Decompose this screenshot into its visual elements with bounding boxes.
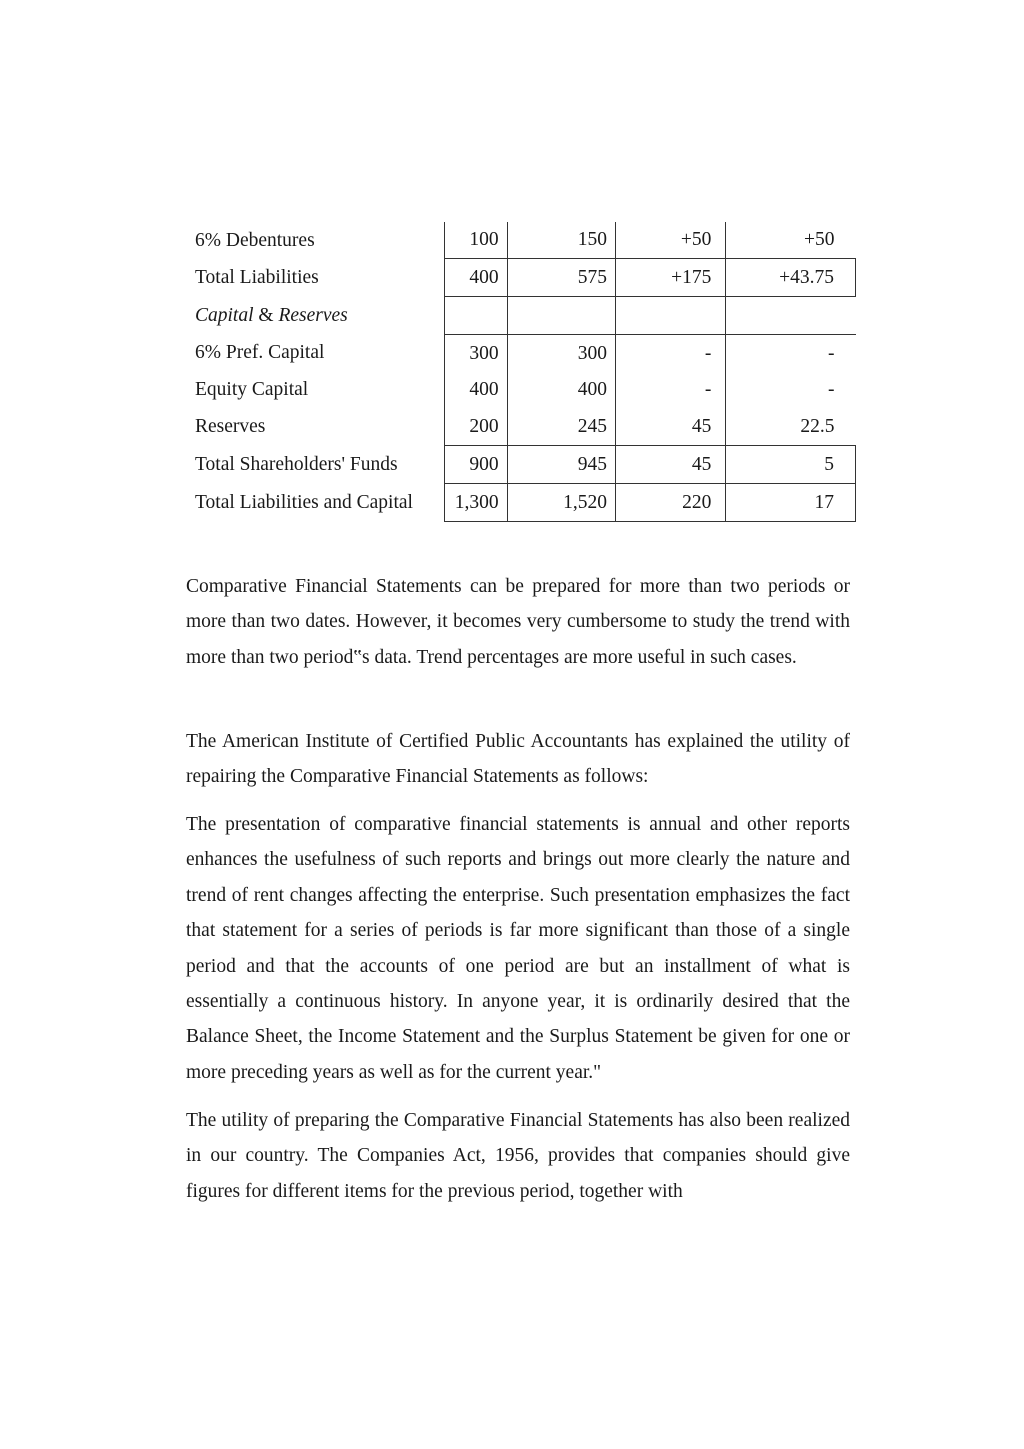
value-cell: 300 [507,334,615,371]
value-cell [507,297,615,335]
value-cell: 900 [445,446,507,484]
table-row [186,372,856,409]
comparative-balance-sheet-table [186,222,856,522]
row-label: Total Liabilities [195,266,319,288]
value-cell: 200 [445,408,507,445]
change-cell: +175 [615,259,725,297]
table-row [186,334,856,371]
value-cell: 1,300 [445,484,507,522]
value-cell: 1,520 [507,484,615,522]
value-cell [445,297,507,335]
change-cell: 220 [615,484,725,522]
percent-change-cell: +50 [726,222,856,259]
change-cell: 45 [615,408,725,445]
table-row [186,222,856,259]
paragraph-aicpa-intro: The American Institute of Certified Public Accountants has explained the utility of repairing the Comparative Financial Statements as follows: [186,731,850,788]
change-cell: - [615,334,725,371]
row-label: Equity Capital [195,379,309,401]
value-cell: 400 [445,372,507,409]
value-cell: 150 [507,222,615,259]
paragraph-aicpa-quote: The presentation of comparative financial statements is annual and other reports enhances the usefulness of such reports and brings out more clearly the nature and trend of rent changes affecting the enterprise. Such presentation emphasizes the fact that statement for a series of periods is far more significant than those of a single period and that the accounts of one period are but an installment of what is essentially a continuous history. In anyone year, it is ordinarily desired that the Balance Sheet, the Income Statement and the Surplus Statement be given for one or more preceding years as well as for the current year." [186,814,850,1083]
section-heading-part: Reserves [278,304,348,326]
section-heading-part: Capital [195,304,254,326]
percent-change-cell [726,297,856,335]
change-cell [615,297,725,335]
table-row [186,408,856,445]
value-cell: 245 [507,408,615,445]
value-cell: 575 [507,259,615,297]
table-row [186,446,856,484]
section-heading [186,297,445,335]
row-label: Total Shareholders' Funds [195,453,398,475]
change-cell: 45 [615,446,725,484]
percent-change-cell: 22.5 [726,408,856,445]
value-cell: 400 [445,259,507,297]
row-label: Total Liabilities and Capital [195,491,413,513]
row-label: 6% Debentures [195,229,315,251]
percent-change-cell: 5 [726,446,856,484]
table-row [186,259,856,297]
table-row [186,297,856,335]
percent-change-cell: - [726,334,856,371]
value-cell: 400 [507,372,615,409]
percent-change-cell: +43.75 [726,259,856,297]
row-label: 6% Pref. Capital [195,342,325,364]
table-row [186,484,856,522]
paragraph-trend-percentages: Comparative Financial Statements can be prepared for more than two periods or more than two dates. However, it becomes very cumbersome to study the trend with more than two period‟s data. Trend percentages are more useful in such cases. [186,576,850,668]
value-cell: 300 [445,334,507,371]
section-heading-amp: & [253,304,279,326]
change-cell: +50 [615,222,725,259]
row-label: Reserves [195,416,266,438]
percent-change-cell: - [726,372,856,409]
value-cell: 100 [445,222,507,259]
change-cell: - [615,372,725,409]
paragraph-companies-act: The utility of preparing the Comparative Financial Statements has also been realized in our country. The Companies Act, 1956, provides that companies should give figures for different items for the previous period, together with [186,1110,850,1202]
value-cell: 945 [507,446,615,484]
percent-change-cell: 17 [726,484,856,522]
financial-table [186,222,856,522]
